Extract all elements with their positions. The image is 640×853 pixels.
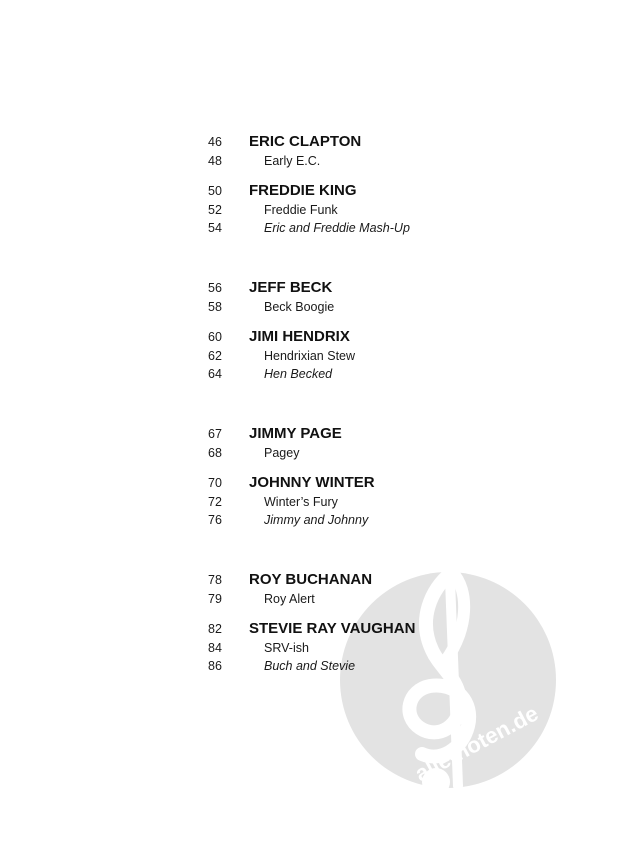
toc-entry-song[interactable] [0,152,640,170]
artist-heading: FREDDIE KING [249,182,357,199]
page-number: 70 [208,476,222,490]
page-number: 82 [208,622,222,636]
toc-entry-song[interactable] [0,201,640,219]
artist-heading: ROY BUCHANAN [249,571,373,588]
toc-entry-artist[interactable] [0,474,640,492]
toc-entry-song[interactable] [0,365,640,383]
page-number: 79 [208,592,222,606]
page-number: 76 [208,513,222,527]
page-number: 72 [208,495,222,509]
toc-entry-artist[interactable] [0,425,640,443]
page-number: 62 [208,349,222,363]
song-title: Freddie Funk [264,203,338,217]
toc-entry-artist[interactable] [0,279,640,297]
toc-entry-song[interactable] [0,590,640,608]
artist-heading: JIMI HENDRIX [249,328,350,345]
toc-entry-artist[interactable] [0,133,640,151]
page-number: 56 [208,281,222,295]
artist-heading: STEVIE RAY VAUGHAN [249,620,416,637]
page-number: 48 [208,154,222,168]
toc-entry-song[interactable] [0,298,640,316]
song-title: SRV-ish [264,641,309,655]
page-number: 60 [208,330,222,344]
toc-entry-artist[interactable] [0,620,640,638]
artist-heading: JIMMY PAGE [249,425,342,442]
toc-entry-song[interactable] [0,347,640,365]
song-title: Buch and Stevie [264,659,356,673]
page-number: 86 [208,659,222,673]
page-number: 52 [208,203,222,217]
page-number: 46 [208,135,222,149]
artist-heading: JEFF BECK [249,279,333,296]
song-title: Hen Becked [264,367,333,381]
toc-entry-artist[interactable] [0,182,640,200]
toc-entry-song[interactable] [0,219,640,237]
toc-entry-artist[interactable] [0,571,640,589]
toc-entry-song[interactable] [0,493,640,511]
toc-entry-song[interactable] [0,511,640,529]
page-number: 68 [208,446,222,460]
song-title: Jimmy and Johnny [264,513,369,527]
watermark-text: alle-noten.de [410,700,543,787]
page-number: 84 [208,641,222,655]
page-number: 54 [208,221,222,235]
song-title: Early E.C. [264,154,321,168]
page-number: 58 [208,300,222,314]
page-number: 78 [208,573,222,587]
page-number: 50 [208,184,222,198]
toc-entry-song[interactable] [0,639,640,657]
song-title: Eric and Freddie Mash-Up [264,221,410,235]
toc-entry-artist[interactable] [0,328,640,346]
song-title: Roy Alert [264,592,315,606]
artist-heading: JOHNNY WINTER [249,474,375,491]
song-title: Winter’s Fury [264,495,338,509]
page-number: 67 [208,427,222,441]
song-title: Beck Boogie [264,300,335,314]
toc-entry-song[interactable] [0,657,640,675]
song-title: Hendrixian Stew [264,349,356,363]
artist-heading: ERIC CLAPTON [249,133,362,150]
page-number: 64 [208,367,222,381]
song-title: Pagey [264,446,300,460]
toc-entry-song[interactable] [0,444,640,462]
